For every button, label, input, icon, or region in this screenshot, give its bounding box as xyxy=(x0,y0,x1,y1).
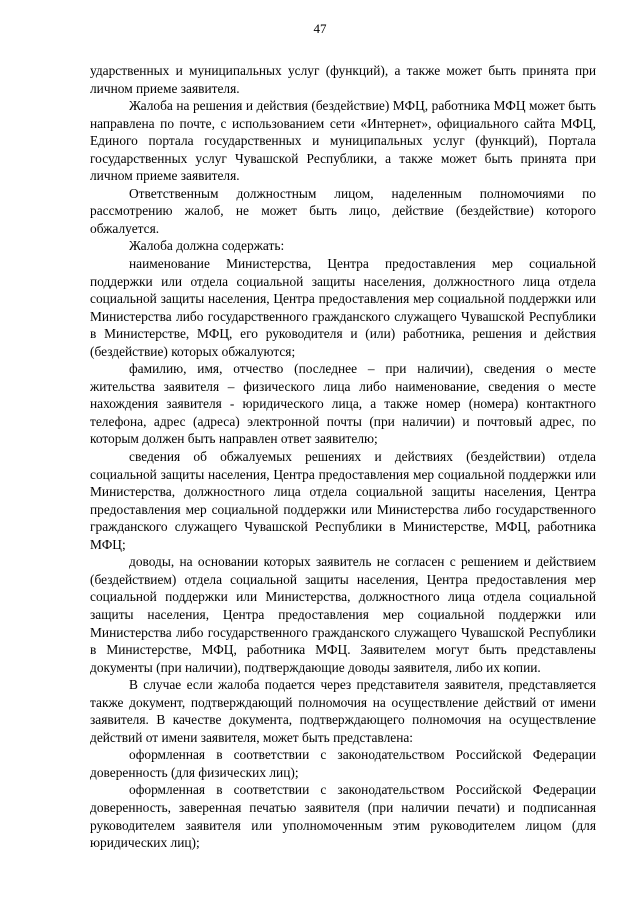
paragraph: сведения об обжалуемых решениях и действиях (бездействии) отдела социальной защиты населения, Центра предоставления мер социальной поддержки или Министерства, должностного лица отдела социальной защиты населения, Центра предоставления мер социальной поддержки или Министерства либо государственного гражданского служащего Чувашской Республики в Министерстве, МФЦ, работника МФЦ; xyxy=(90,449,596,552)
paragraph: фамилию, имя, отчество (последнее – при наличии), сведения о месте жительства заявителя – физического лица либо наименование, сведения о месте нахождения заявителя - юридического лица, а также номер (номера) контактного телефона, адрес (адреса) электронной почты (при наличии) и почтовый адрес, по которым должен быть направлен ответ заявителю; xyxy=(90,361,596,447)
paragraph: оформленная в соответствии с законодательством Российской Федерации доверенность, заверенная печатью заявителя (при наличии печати) и подписанная руководителем заявителя или уполномоченным этим руководителем лицом (для юридических лиц); xyxy=(90,782,596,851)
paragraph: оформленная в соответствии с законодательством Российской Федерации доверенность (для физических лиц); xyxy=(90,747,596,780)
paragraph: доводы, на основании которых заявитель не согласен с решением и действием (бездействием) отдела социальной защиты населения, Центра предоставления мер социальной поддержки или Министерства, должностного лица отдела социальной защиты населения, Центра предоставления мер социальной поддержки или Министерства либо государственного гражданского служащего Чувашской Республики в Министерстве, МФЦ, работника МФЦ. Заявителем могут быть представлены документы (при наличии), подтверждающие доводы заявителя, либо их копии. xyxy=(90,554,596,675)
paragraph: Жалоба на решения и действия (бездействие) МФЦ, работника МФЦ может быть направлена по почте, с использованием сети «Интернет», официального сайта МФЦ, Единого портала государственных и муниципальных услуг (функций), Портала государственных услуг Чувашской Республики, а также может быть принята при личном приеме заявителя. xyxy=(90,98,596,184)
page-number: 47 xyxy=(313,21,327,36)
paragraph: Жалоба должна содержать: xyxy=(129,238,285,254)
paragraph: наименование Министерства, Центра предоставления мер социальной поддержки или отдела социальной защиты населения, должностного лица отдела социальной защиты населения, Центра предоставления мер социальной поддержки или Министерства либо государственного гражданского служащего Чувашской Республики в Министерстве, МФЦ, его руководителя и (или) работника, решения и действия (бездействие) которых обжалуются; xyxy=(90,256,596,359)
paragraph: В случае если жалоба подается через представителя заявителя, представляется также документ, подтверждающий полномочия на осуществление действий от имени заявителя. В качестве документа, подтверждающего полномочия на осуществление действий от имени заявителя, может быть представлена: xyxy=(90,677,596,745)
paragraph: Ответственным должностным лицом, наделенным полномочиями по рассмотрению жалоб, не может быть лицо, действие (бездействие) которого обжалуется. xyxy=(90,185,596,236)
document-body xyxy=(90,62,596,852)
paragraph: ударственных и муниципальных услуг (функций), а также может быть принята при личном приеме заявителя. xyxy=(90,63,596,96)
